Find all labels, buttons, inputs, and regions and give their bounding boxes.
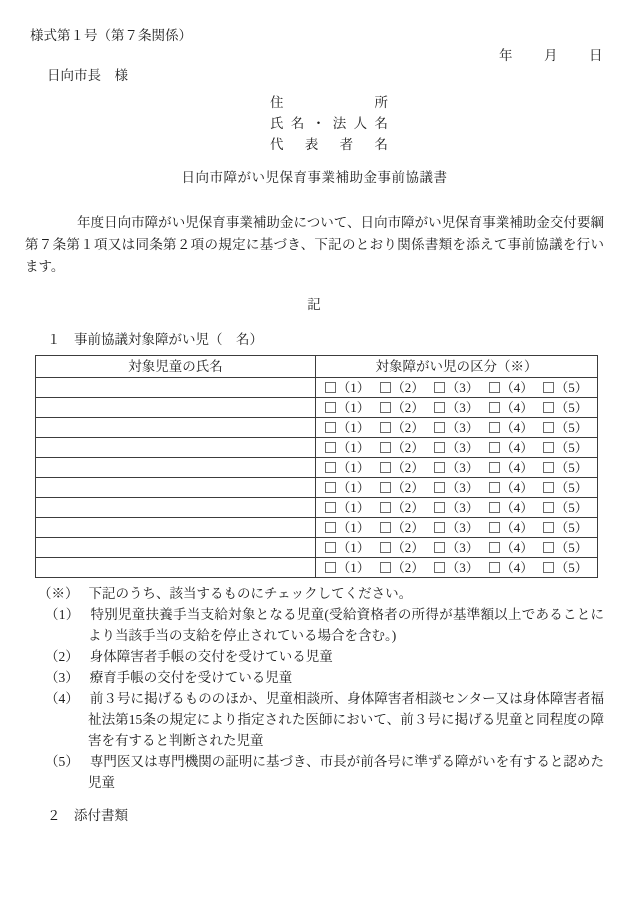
disability-category-checkbox[interactable] bbox=[434, 398, 479, 417]
disability-category-checkbox[interactable] bbox=[489, 378, 534, 397]
note-text: 特別児童扶養手当支給対象となる児童(受給資格者の所得が基準額以上であることにより当該手当の支給を停止されている場合を含む。) bbox=[88, 607, 605, 643]
checkbox-icon[interactable] bbox=[434, 462, 445, 473]
checkbox-icon[interactable] bbox=[434, 482, 445, 493]
checkbox-number: （2） bbox=[391, 420, 425, 435]
child-name-cell[interactable] bbox=[36, 498, 316, 518]
category-cell bbox=[316, 538, 598, 558]
checkbox-number: （1） bbox=[337, 460, 370, 475]
disability-category-checkbox[interactable] bbox=[434, 538, 479, 557]
checkbox-number: （4） bbox=[500, 480, 534, 495]
checkbox-number: （3） bbox=[446, 480, 479, 495]
checkbox-icon[interactable] bbox=[543, 422, 554, 433]
checkbox-icon[interactable] bbox=[489, 522, 500, 533]
checkbox-number: （2） bbox=[391, 380, 425, 395]
disability-category-checkbox[interactable] bbox=[489, 518, 534, 537]
checkbox-icon[interactable] bbox=[380, 562, 391, 573]
roster-row bbox=[36, 378, 598, 398]
sender-field-representative: 代表者名 bbox=[270, 137, 388, 152]
body-paragraph bbox=[25, 212, 604, 278]
checkbox-icon[interactable] bbox=[543, 522, 554, 533]
checkbox-icon[interactable] bbox=[380, 462, 391, 473]
checkbox-number: （1） bbox=[337, 500, 370, 515]
roster-row bbox=[36, 518, 598, 538]
checkbox-number: （5） bbox=[555, 460, 588, 475]
checkbox-icon[interactable] bbox=[325, 562, 336, 573]
addressee: 日向市長 様 bbox=[47, 68, 128, 83]
checkbox-number: （2） bbox=[391, 480, 425, 495]
sender-block bbox=[270, 92, 604, 155]
section1-heading: １ 事前協議対象障がい児（ 名） bbox=[47, 332, 263, 347]
child-name-cell[interactable] bbox=[36, 458, 316, 478]
note-label: （2） bbox=[45, 649, 79, 664]
checkbox-number: （1） bbox=[337, 540, 370, 555]
checkbox-number: （4） bbox=[500, 460, 534, 475]
child-name-cell[interactable] bbox=[36, 438, 316, 458]
name-column-header: 対象児童の氏名 bbox=[36, 356, 316, 378]
disability-category-checkbox[interactable] bbox=[434, 478, 479, 497]
checkbox-icon[interactable] bbox=[380, 442, 391, 453]
checkbox-icon[interactable] bbox=[489, 482, 500, 493]
checkbox-number: （5） bbox=[555, 480, 588, 495]
sender-field-name: 氏名・法人名 bbox=[270, 116, 388, 131]
disability-category-checkbox[interactable] bbox=[380, 498, 425, 517]
disability-category-checkbox[interactable] bbox=[380, 418, 425, 437]
form-number: 様式第１号（第７条関係） bbox=[30, 28, 192, 43]
checkbox-icon[interactable] bbox=[543, 542, 554, 553]
disability-category-checkbox[interactable] bbox=[325, 378, 370, 397]
category-cell bbox=[316, 558, 598, 578]
child-name-cell[interactable] bbox=[36, 378, 316, 398]
checkbox-number: （1） bbox=[337, 440, 370, 455]
disability-category-checkbox[interactable] bbox=[325, 438, 370, 457]
checkbox-icon[interactable] bbox=[489, 422, 500, 433]
disability-category-checkbox[interactable] bbox=[434, 458, 479, 477]
checkbox-number: （2） bbox=[391, 440, 425, 455]
checkbox-number: （3） bbox=[446, 560, 479, 575]
disability-category-checkbox[interactable] bbox=[325, 558, 370, 577]
disability-category-checkbox[interactable] bbox=[434, 418, 479, 437]
checkbox-icon[interactable] bbox=[434, 522, 445, 533]
notes-intro-text: 下記のうち、該当するものにチェックしてください。 bbox=[88, 586, 413, 601]
disability-category-checkbox[interactable] bbox=[434, 558, 479, 577]
disability-category-checkbox[interactable] bbox=[434, 498, 479, 517]
checkbox-icon[interactable] bbox=[325, 402, 336, 413]
roster-row bbox=[36, 558, 598, 578]
roster-row bbox=[36, 538, 598, 558]
checkbox-number: （3） bbox=[446, 420, 479, 435]
checkbox-icon[interactable] bbox=[380, 402, 391, 413]
roster-row bbox=[36, 438, 598, 458]
disability-category-checkbox[interactable] bbox=[325, 458, 370, 477]
child-name-cell[interactable] bbox=[36, 478, 316, 498]
roster-row bbox=[36, 478, 598, 498]
disability-category-checkbox[interactable] bbox=[380, 478, 425, 497]
disability-category-checkbox[interactable] bbox=[434, 438, 479, 457]
disability-category-checkbox[interactable] bbox=[543, 458, 588, 477]
checkbox-number: （4） bbox=[500, 560, 534, 575]
checkbox-icon[interactable] bbox=[489, 502, 500, 513]
disability-category-checkbox[interactable] bbox=[543, 378, 588, 397]
checkbox-icon[interactable] bbox=[325, 422, 336, 433]
checkbox-icon[interactable] bbox=[543, 402, 554, 413]
notes-intro bbox=[38, 583, 604, 604]
disability-category-checkbox[interactable] bbox=[325, 398, 370, 417]
child-name-cell[interactable] bbox=[36, 398, 316, 418]
category-cell bbox=[316, 478, 598, 498]
roster-row bbox=[36, 418, 598, 438]
checkbox-number: （5） bbox=[555, 440, 588, 455]
disability-category-checkbox[interactable] bbox=[543, 398, 588, 417]
checkbox-icon[interactable] bbox=[325, 382, 336, 393]
checkbox-number: （3） bbox=[446, 400, 479, 415]
roster-body bbox=[36, 378, 598, 578]
checkbox-number: （2） bbox=[391, 560, 425, 575]
checkbox-icon[interactable] bbox=[325, 502, 336, 513]
sender-field-address: 住所 bbox=[270, 95, 388, 110]
note-label: （3） bbox=[45, 670, 79, 685]
roster-row bbox=[36, 458, 598, 478]
checkbox-number: （1） bbox=[337, 520, 370, 535]
disability-category-checkbox[interactable] bbox=[543, 518, 588, 537]
checkbox-icon[interactable] bbox=[380, 542, 391, 553]
checkbox-number: （4） bbox=[500, 440, 534, 455]
checkbox-number: （4） bbox=[500, 400, 534, 415]
disability-category-checkbox[interactable] bbox=[434, 378, 479, 397]
checkbox-number: （5） bbox=[555, 380, 588, 395]
checkbox-number: （4） bbox=[500, 420, 534, 435]
checkbox-number: （3） bbox=[446, 500, 479, 515]
category-cell bbox=[316, 418, 598, 438]
disability-category-checkbox[interactable] bbox=[489, 438, 534, 457]
checkbox-number: （3） bbox=[446, 440, 479, 455]
checkbox-icon[interactable] bbox=[543, 502, 554, 513]
disability-category-checkbox[interactable] bbox=[543, 558, 588, 577]
checkbox-number: （3） bbox=[446, 520, 479, 535]
checkbox-number: （2） bbox=[391, 400, 425, 415]
checkbox-number: （4） bbox=[500, 520, 534, 535]
checkbox-number: （1） bbox=[337, 380, 370, 395]
checkbox-number: （1） bbox=[337, 400, 370, 415]
category-cell bbox=[316, 518, 598, 538]
category-cell bbox=[316, 398, 598, 418]
disability-category-checkbox[interactable] bbox=[434, 518, 479, 537]
child-name-cell[interactable] bbox=[36, 538, 316, 558]
note-item-2 bbox=[45, 646, 604, 667]
disability-category-checkbox[interactable] bbox=[325, 418, 370, 437]
note-text: 専門医又は専門機関の証明に基づき、市長が前各号に準ずる障がいを有すると認めた児童 bbox=[88, 754, 604, 790]
disability-category-checkbox[interactable] bbox=[489, 558, 534, 577]
checkbox-icon[interactable] bbox=[434, 402, 445, 413]
disability-category-checkbox[interactable] bbox=[543, 538, 588, 557]
checkbox-icon[interactable] bbox=[543, 562, 554, 573]
checkbox-number: （1） bbox=[337, 420, 370, 435]
notes-list bbox=[25, 604, 604, 793]
disability-category-checkbox[interactable] bbox=[489, 538, 534, 557]
disability-category-checkbox[interactable] bbox=[489, 498, 534, 517]
checkbox-icon[interactable] bbox=[380, 422, 391, 433]
checkbox-icon[interactable] bbox=[325, 542, 336, 553]
roster-row bbox=[36, 398, 598, 418]
child-name-cell[interactable] bbox=[36, 418, 316, 438]
checkbox-icon[interactable] bbox=[434, 502, 445, 513]
category-cell bbox=[316, 458, 598, 478]
date-line[interactable]: 年 月 日 bbox=[499, 48, 604, 63]
checkbox-number: （5） bbox=[555, 560, 588, 575]
disability-category-checkbox[interactable] bbox=[380, 538, 425, 557]
disability-category-checkbox[interactable] bbox=[325, 538, 370, 557]
category-column-header: 対象障がい児の区分（※） bbox=[316, 356, 598, 378]
checkbox-icon[interactable] bbox=[489, 402, 500, 413]
disability-category-checkbox[interactable] bbox=[325, 518, 370, 537]
note-text: 身体障害者手帳の交付を受けている児童 bbox=[89, 649, 333, 664]
checkbox-icon[interactable] bbox=[489, 562, 500, 573]
category-cell bbox=[316, 438, 598, 458]
checkbox-icon[interactable] bbox=[434, 562, 445, 573]
checkbox-icon[interactable] bbox=[489, 462, 500, 473]
document-title: 日向市障がい児保育事業補助金事前協議書 bbox=[181, 170, 448, 185]
note-text: 前３号に掲げるもののほか、児童相談所、身体障害者相談センター又は身体障害者福祉法第15条の規定により指定された医師において、前３号に掲げる児童と同程度の障害を有すると判断された児童 bbox=[88, 691, 604, 748]
roster-table bbox=[35, 355, 598, 578]
disability-category-checkbox[interactable] bbox=[325, 498, 370, 517]
checkbox-number: （2） bbox=[391, 540, 425, 555]
disability-category-checkbox[interactable] bbox=[543, 498, 588, 517]
notes-intro-label: （※） bbox=[38, 586, 79, 601]
checkbox-number: （2） bbox=[391, 460, 425, 475]
disability-category-checkbox[interactable] bbox=[380, 458, 425, 477]
checkbox-number: （1） bbox=[337, 560, 370, 575]
body-paragraph-text: 年度日向市障がい児保育事業補助金について、日向市障がい児保育事業補助金交付要綱第７条第１項又は同条第２項の規定に基づき、下記のとおり関係書類を添えて事前協議を行います。 bbox=[25, 215, 604, 274]
checkbox-number: （5） bbox=[555, 400, 588, 415]
ki-label: 記 bbox=[307, 297, 322, 312]
checkbox-number: （3） bbox=[446, 460, 479, 475]
checkbox-icon[interactable] bbox=[380, 522, 391, 533]
checkbox-number: （3） bbox=[446, 380, 479, 395]
category-cell bbox=[316, 378, 598, 398]
note-label: （4） bbox=[45, 691, 79, 706]
note-text: 療育手帳の交付を受けている児童 bbox=[89, 670, 293, 685]
disability-category-checkbox[interactable] bbox=[325, 478, 370, 497]
note-item-4 bbox=[45, 688, 604, 751]
roster-row bbox=[36, 498, 598, 518]
note-item-5 bbox=[45, 751, 604, 793]
checkbox-icon[interactable] bbox=[325, 442, 336, 453]
checkbox-number: （2） bbox=[391, 500, 425, 515]
checkbox-icon[interactable] bbox=[543, 442, 554, 453]
disability-category-checkbox[interactable] bbox=[489, 478, 534, 497]
disability-category-checkbox[interactable] bbox=[380, 438, 425, 457]
disability-category-checkbox[interactable] bbox=[380, 518, 425, 537]
checkbox-icon[interactable] bbox=[489, 542, 500, 553]
checkbox-number: （3） bbox=[446, 540, 479, 555]
category-cell bbox=[316, 498, 598, 518]
disability-category-checkbox[interactable] bbox=[489, 418, 534, 437]
checkbox-number: （5） bbox=[555, 540, 588, 555]
checkbox-number: （5） bbox=[555, 520, 588, 535]
disability-category-checkbox[interactable] bbox=[543, 478, 588, 497]
checkbox-number: （2） bbox=[391, 520, 425, 535]
checkbox-icon[interactable] bbox=[489, 382, 500, 393]
checkbox-icon[interactable] bbox=[543, 382, 554, 393]
checkbox-icon[interactable] bbox=[489, 442, 500, 453]
child-name-cell[interactable] bbox=[36, 558, 316, 578]
checkbox-number: （5） bbox=[555, 420, 588, 435]
checkbox-number: （4） bbox=[500, 500, 534, 515]
checkbox-icon[interactable] bbox=[434, 542, 445, 553]
checkbox-icon[interactable] bbox=[434, 382, 445, 393]
checkbox-icon[interactable] bbox=[325, 522, 336, 533]
checkbox-icon[interactable] bbox=[325, 482, 336, 493]
disability-category-checkbox[interactable] bbox=[543, 418, 588, 437]
checkbox-icon[interactable] bbox=[543, 462, 554, 473]
roster-header-row bbox=[36, 356, 598, 378]
checkbox-number: （4） bbox=[500, 540, 534, 555]
checkbox-number: （5） bbox=[555, 500, 588, 515]
checkbox-icon[interactable] bbox=[380, 482, 391, 493]
disability-category-checkbox[interactable] bbox=[489, 458, 534, 477]
disability-category-checkbox[interactable] bbox=[489, 398, 534, 417]
checkbox-number: （4） bbox=[500, 380, 534, 395]
checkbox-icon[interactable] bbox=[380, 502, 391, 513]
disability-category-checkbox[interactable] bbox=[380, 558, 425, 577]
note-label: （5） bbox=[45, 754, 79, 769]
checkbox-icon[interactable] bbox=[543, 482, 554, 493]
disability-category-checkbox[interactable] bbox=[380, 398, 425, 417]
child-name-cell[interactable] bbox=[36, 518, 316, 538]
checkbox-icon[interactable] bbox=[434, 442, 445, 453]
checkbox-icon[interactable] bbox=[380, 382, 391, 393]
checkbox-icon[interactable] bbox=[434, 422, 445, 433]
fiscal-year-blank[interactable] bbox=[25, 226, 77, 227]
disability-category-checkbox[interactable] bbox=[380, 378, 425, 397]
disability-category-checkbox[interactable] bbox=[543, 438, 588, 457]
section2-heading: ２ 添付書類 bbox=[47, 808, 128, 823]
checkbox-number: （1） bbox=[337, 480, 370, 495]
checkbox-icon[interactable] bbox=[325, 462, 336, 473]
note-item-1 bbox=[45, 604, 604, 646]
note-label: （1） bbox=[45, 607, 80, 622]
note-item-3 bbox=[45, 667, 604, 688]
